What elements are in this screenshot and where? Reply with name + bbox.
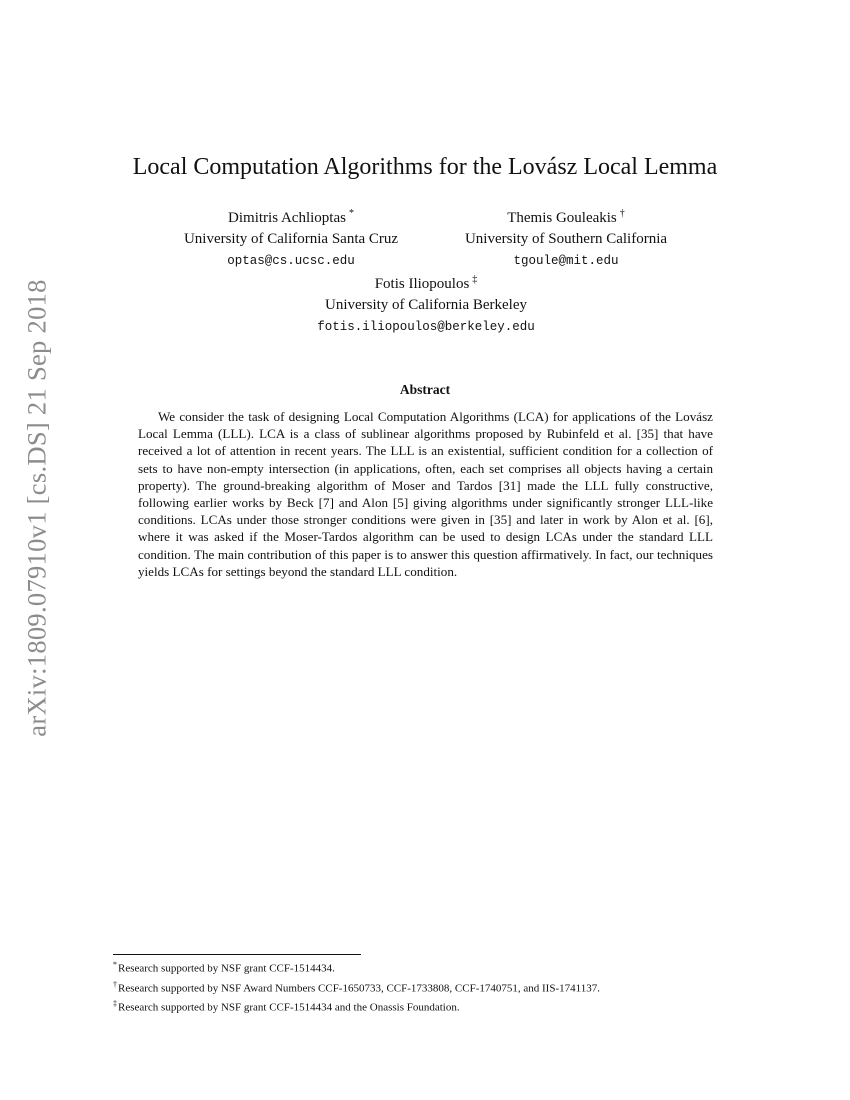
author-name: Themis Gouleakis xyxy=(507,210,617,226)
author-name-line xyxy=(453,203,679,229)
author-affiliation: University of California Santa Cruz xyxy=(183,231,399,247)
footnote-mark: * xyxy=(113,960,117,969)
footnote xyxy=(113,957,753,977)
footnote xyxy=(113,996,753,1016)
author-email: fotis.iliopoulos@berkeley.edu xyxy=(317,320,535,334)
author-footnote-mark: † xyxy=(619,208,625,219)
author-footnote-mark: * xyxy=(348,208,354,219)
footnote xyxy=(113,977,753,997)
footnotes xyxy=(113,957,753,1016)
author-name-line xyxy=(172,203,410,229)
author-block xyxy=(172,203,410,272)
author-footnote-mark: ‡ xyxy=(472,274,478,285)
author-email: optas@cs.ucsc.edu xyxy=(227,254,355,268)
author-email: tgoule@mit.edu xyxy=(513,254,619,268)
footnote-text: Research supported by NSF Award Numbers CCF-1650733, CCF-1733808, CCF-1740751, and IIS-1741137. xyxy=(118,982,600,995)
footnote-text: Research supported by NSF grant CCF-1514434. xyxy=(118,962,335,975)
author-block xyxy=(300,269,552,338)
author-affiliation: University of Southern California xyxy=(464,231,668,247)
footnote-divider xyxy=(113,954,361,955)
abstract-body: We consider the task of designing Local Computation Algorithms (LCA) for applications of the Lovász Local Lemma (LLL). LCA is a class of sublinear algorithms proposed by Rubinfeld et al. [35] that have received a lot of attention in recent years. The LLL is an existential, sufficient condition for a collection of sets to have non-empty intersection (in applications, often, each set comprises all objects having a certain property). The ground-breaking algorithm of Moser and Tardos [31] made the LLL fully constructive, following earlier works by Beck [7] and Alon [5] giving algorithms under significantly stronger LLL-like conditions. LCAs under those stronger conditions were given in [35] and later in work by Alon et al. [6], where it was asked if the Moser-Tardos algorithm can be used to design LCAs under the standard LLL condition. The main contribution of this paper is to answer this question affirmatively. In fact, our techniques yields LCAs for settings beyond the standard LLL condition. xyxy=(138,409,713,579)
footnote-mark: ‡ xyxy=(113,999,117,1009)
paper-title: Local Computation Algorithms for the Lovász Local Lemma xyxy=(132,154,718,180)
arxiv-identifier: arXiv:1809.07910v1 [cs.DS] 21 Sep 2018 xyxy=(21,279,52,737)
author-block xyxy=(453,203,679,272)
author-name: Fotis Iliopoulos xyxy=(374,276,470,292)
author-name-line xyxy=(300,269,552,295)
footnote-mark: † xyxy=(113,979,117,989)
abstract-heading: Abstract xyxy=(399,382,451,397)
author-affiliation: University of California Berkeley xyxy=(324,297,528,313)
author-name: Dimitris Achlioptas xyxy=(228,210,346,226)
footnote-text: Research supported by NSF grant CCF-1514434 and the Onassis Foundation. xyxy=(118,1001,460,1014)
